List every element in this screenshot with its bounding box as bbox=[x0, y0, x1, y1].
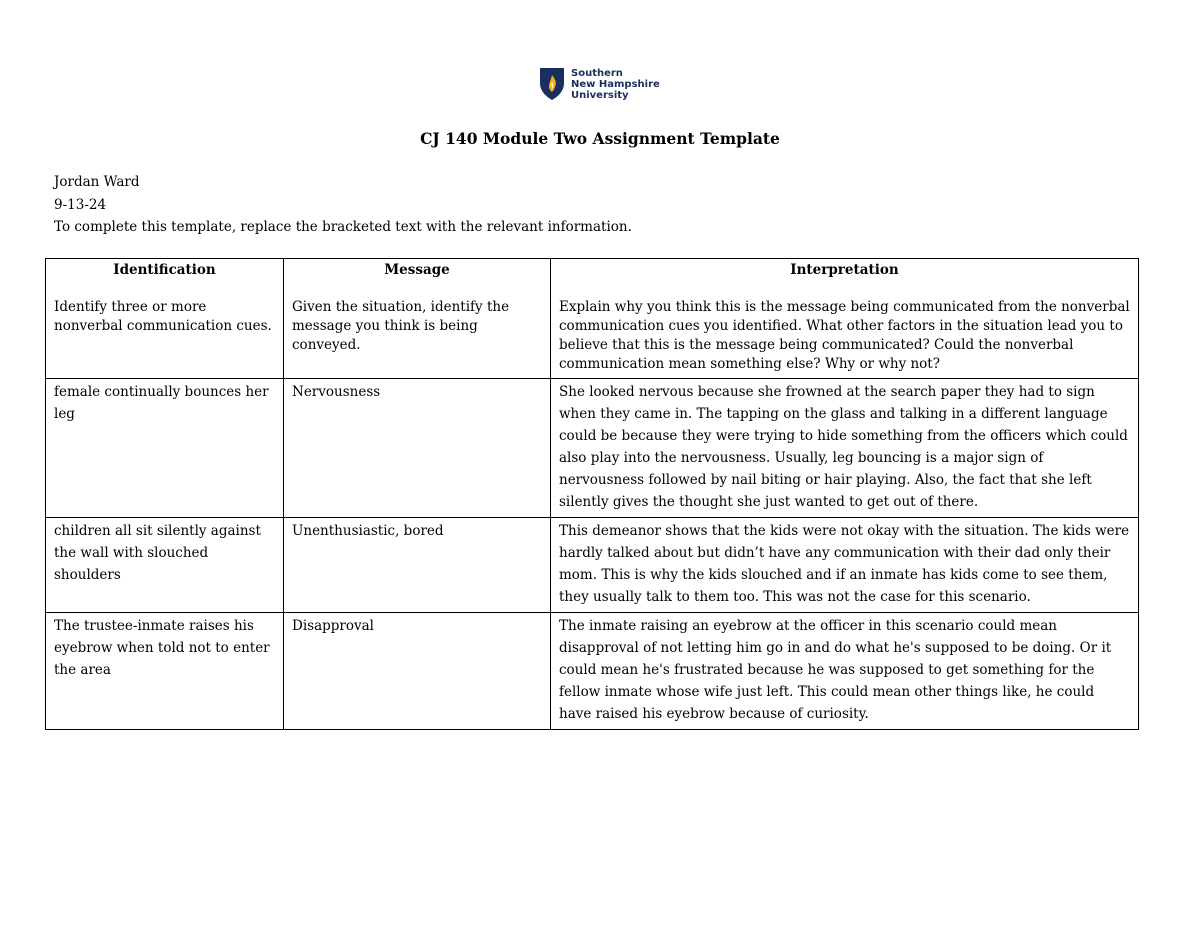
header-title-interpretation: Interpretation bbox=[790, 262, 899, 278]
identification-cell: female continually bounces her leg bbox=[46, 379, 284, 518]
table-row bbox=[46, 379, 1139, 518]
table-row bbox=[46, 518, 1139, 613]
header-title-identification: Identification bbox=[113, 262, 216, 278]
document-title: CJ 140 Module Two Assignment Template bbox=[420, 129, 780, 148]
table-row bbox=[46, 613, 1139, 730]
logo-line-3: University bbox=[571, 89, 629, 101]
table-header-row bbox=[46, 259, 1139, 379]
identification-cell: The trustee-inmate raises his eyebrow when told not to enter the area bbox=[46, 613, 284, 730]
author-name: Jordan Ward bbox=[54, 174, 140, 190]
header-cell-message bbox=[284, 259, 551, 379]
header-desc-identification: Identify three or more nonverbal communication cues. bbox=[54, 299, 272, 334]
snhu-logo bbox=[539, 66, 664, 102]
header-desc-message: Given the situation, identify the message you think is being conveyed. bbox=[292, 299, 510, 353]
interpretation-cell: The inmate raising an eyebrow at the officer in this scenario could mean disapproval of not letting him go in and do what he's supposed to be doing. Or it could mean he's frustrated because he was supposed to get something for the fellow inmate whose wife just left. This could mean other things like, he could have raised his eyebrow because of curiosity. bbox=[551, 613, 1139, 730]
header-title-message: Message bbox=[384, 262, 450, 278]
header-desc-interpretation: Explain why you think this is the message being communicated from the nonverbal communication cues you identified. What other factors in the situation lead you to believe that this is the message being communicated? Could the nonverbal communication mean something else? Why or why not? bbox=[559, 299, 1130, 372]
logo-line-1: Southern bbox=[571, 67, 623, 79]
shield-flame-icon bbox=[539, 67, 565, 101]
message-cell: Unenthusiastic, bored bbox=[284, 518, 551, 613]
interpretation-cell: She looked nervous because she frowned at the search paper they had to sign when they came in. The tapping on the glass and talking in a different language could be because they were trying to hide something from the officers which could also play into the nervousness. Usually, leg bouncing is a major sign of nervousness followed by nail biting or hair playing. Also, the fact that she left silently gives the thought she just wanted to get out of there. bbox=[551, 379, 1139, 518]
document-date: 9-13-24 bbox=[54, 197, 107, 213]
nonverbal-cues-table bbox=[45, 258, 1139, 730]
header-cell-interpretation bbox=[551, 259, 1139, 379]
message-cell: Nervousness bbox=[284, 379, 551, 518]
identification-cell: children all sit silently against the wall with slouched shoulders bbox=[46, 518, 284, 613]
message-cell: Disapproval bbox=[284, 613, 551, 730]
interpretation-cell: This demeanor shows that the kids were not okay with the situation. The kids were hardly talked about but didn’t have any communication with their dad only their mom. This is why the kids slouched and if an inmate has kids come to see them, they usually talk to them too. This was not the case for this scenario. bbox=[551, 518, 1139, 613]
logo-wordmark bbox=[571, 68, 660, 101]
logo-line-2: New Hampshire bbox=[571, 78, 660, 90]
instructions-text: To complete this template, replace the bracketed text with the relevant information. bbox=[54, 219, 632, 235]
header-cell-identification bbox=[46, 259, 284, 379]
